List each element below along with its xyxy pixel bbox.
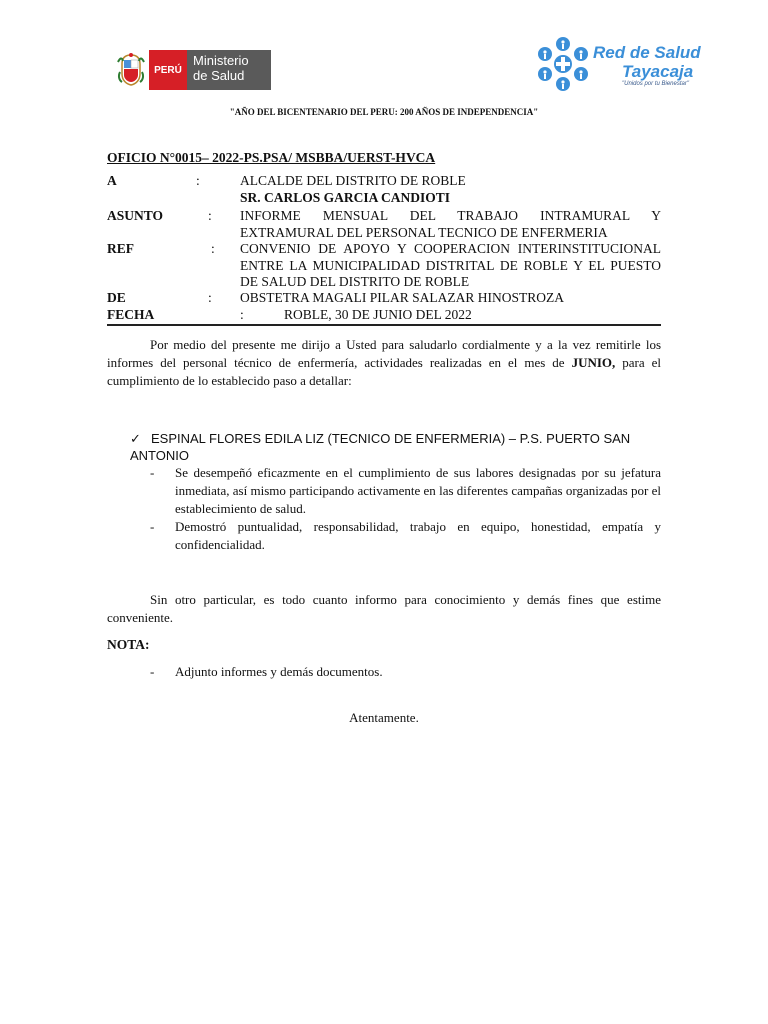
field-ref-value: CONVENIO DE APOYO Y COOPERACION INTERINSTITUCIONAL ENTRE LA MUNICIPALIDAD DISTRITAL DE ROBLE Y EL PUESTO DE SALUD DEL DISTRITO DE ROBLE [240, 241, 661, 289]
red-salud-title: Red de Salud [593, 43, 701, 62]
list-item [150, 518, 661, 554]
oficio-number: OFICIO N°0015– 2022-PS.PSA/ MSBBA/UERST-HVCA [107, 150, 436, 165]
intro-text-start: Por medio del presente me dirijo a Usted para saludarlo cordialmente y a la vez remitirle los informes del personal técnico de enfermería, actividades realizadas en el mes de [107, 337, 661, 370]
dash-bullet-icon: - [150, 465, 155, 480]
field-de-colon: : [208, 290, 212, 305]
field-de-value: OBSTETRA MAGALI PILAR SALAZAR HINOSTROZA [240, 290, 565, 305]
peru-shield-icon [113, 50, 149, 90]
field-fecha-value: ROBLE, 30 DE JUNIO DEL 2022 [284, 307, 472, 322]
minsa-peru-label: PERÚ [149, 50, 187, 90]
staff-details-list [150, 464, 661, 554]
field-de-label: DE [107, 290, 126, 305]
intro-paragraph [107, 336, 661, 390]
staff-item-text: ESPINAL FLORES EDILA LIZ (TECNICO DE ENFERMERIA) – P.S. PUERTO SAN ANTONIO [130, 431, 631, 463]
field-asunto-label: ASUNTO [107, 208, 164, 223]
red-salud-emblem-icon [533, 36, 593, 92]
field-asunto-value: INFORME MENSUAL DEL TRABAJO INTRAMURAL Y EXTRAMURAL DEL PERSONAL TECNICO DE ENFERMERIA [240, 208, 661, 240]
field-a-value: ALCALDE DEL DISTRITO DE ROBLE [240, 173, 466, 188]
dash-bullet-icon: - [150, 664, 155, 679]
intro-text-end: para el cumplimiento de lo establecido paso a detallar: [107, 355, 661, 388]
list-item [150, 464, 661, 518]
field-ref-label: REF [107, 241, 134, 256]
dash-bullet-icon: - [150, 519, 155, 534]
attachment-text: Adjunto informes y demás documentos. [175, 664, 383, 679]
field-ref-colon: : [211, 241, 215, 256]
minsa-ministry-label: Ministerio de Salud [187, 50, 271, 90]
list-item-text: Se desempeñó eficazmente en el cumplimiento de sus labores designadas por su jefatura inmediata, así mismo participando activamente en las diferentes campañas organizadas por el establecimiento de salud. [175, 465, 661, 516]
staff-item [130, 430, 661, 464]
year-motto: "AÑO DEL BICENTENARIO DEL PERU: 200 AÑOS DE INDEPENDENCIA" [229, 107, 539, 117]
minsa-logo [113, 50, 271, 90]
nota-heading: NOTA: [107, 637, 150, 652]
attachment-item [150, 664, 383, 680]
field-a-label: A [107, 173, 117, 188]
list-item-text: Demostró puntualidad, responsabilidad, trabajo en equipo, honestidad, empatía y confidencialidad. [175, 519, 661, 552]
field-fecha-label: FECHA [107, 307, 155, 322]
checkmark-icon: ✓ [130, 431, 141, 446]
intro-month: JUNIO, [571, 355, 616, 370]
field-a-colon: : [196, 173, 200, 188]
field-a-name: SR. CARLOS GARCIA CANDIOTI [240, 190, 451, 205]
red-salud-subtitle: Tayacaja [622, 62, 694, 81]
field-fecha-colon: : [240, 307, 244, 322]
red-salud-slogan: "Unidos por tu Bienestar" [622, 81, 689, 87]
closing-paragraph: Sin otro particular, es todo cuanto informo para conocimiento y demás fines que estime conveniente. [107, 592, 661, 625]
sign-off: Atentamente. [349, 710, 419, 725]
header-divider [107, 324, 661, 326]
field-asunto-colon: : [208, 208, 212, 223]
